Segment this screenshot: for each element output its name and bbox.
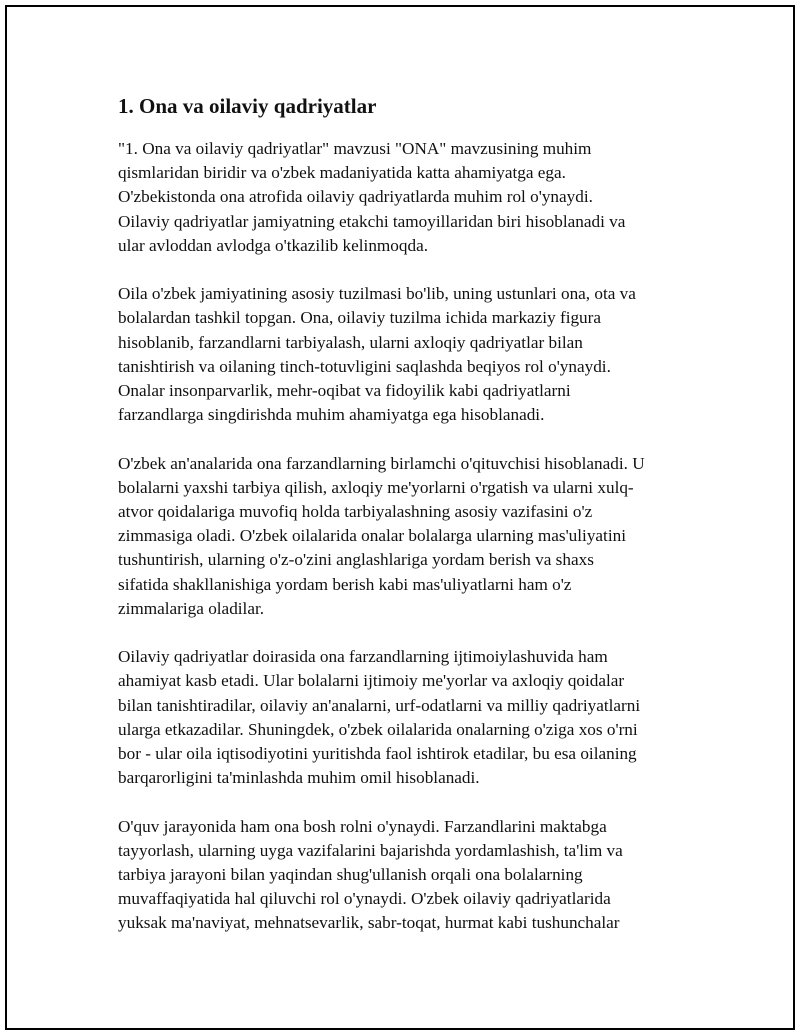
paragraph-line: ular avloddan avlodga o'tkazilib kelinmoqda. (118, 235, 428, 255)
paragraph-line: hisoblanib, farzandlarni tarbiyalash, ularni axloqiy qadriyatlar bilan (118, 332, 583, 352)
paragraph-line: zimmasiga oladi. O'zbek oilalarida onalar bolalarga ularning mas'uliyatini (118, 526, 626, 546)
paragraph-line: tarbiya jarayoni bilan yaqindan shug'ullanish orqali ona bolalarning (118, 865, 583, 885)
paragraph-line: "1. Ona va oilaviy qadriyatlar" mavzusi "ONA" mavzusining muhim (118, 139, 592, 158)
paragraph-list (118, 137, 683, 936)
paragraph-line: bilan tanishtiradilar, oilaviy an'analarni, urf-odatlarni va milliy qadriyatlarni (118, 695, 641, 715)
paragraph-line: yuksak ma'naviyat, mehnatsevarlik, sabr-toqat, hurmat kabi tushunchalar (118, 913, 620, 933)
paragraph-line: O'zbekistonda ona atrofida oilaviy qadriyatlarda muhim rol o'ynaydi. (118, 187, 593, 207)
paragraph-line: Oila o'zbek jamiyatining asosiy tuzilmasi bo'lib, uning ustunlari ona, ota va (118, 284, 636, 304)
paragraph-line: tayyorlash, ularning uyga vazifalarini bajarishda yordamlashish, ta'lim va (118, 840, 623, 860)
paragraph-line: Onalar insonparvarlik, mehr-oqibat va fidoyilik kabi qadriyatlarni (118, 381, 571, 401)
paragraph-line: bor - ular oila iqtisodiyotini yuritishda faol ishtirok etadilar, bu esa oilaning (118, 744, 637, 764)
paragraph-line: tushuntirish, ularning o'z-o'zini anglashlariga yordam berish va shaxs (118, 550, 594, 570)
paragraph-line: Oilaviy qadriyatlar doirasida ona farzandlarning ijtimoiylashuvida ham (118, 647, 608, 667)
paragraph-line: bolalarni yaxshi tarbiya qilish, axloqiy me'yorlarni o'rgatish va ularni xulq- (118, 477, 634, 497)
paragraph-line: qismlaridan biridir va o'zbek madaniyatida katta ahamiyatga ega. (118, 163, 566, 183)
paragraph-line: zimmalariga oladilar. (118, 598, 265, 618)
paragraph (118, 645, 683, 790)
paragraph-line: ahamiyat kasb etadi. Ular bolalarni ijtimoiy me'yorlar va axloqiy qoidalar (118, 671, 625, 691)
paragraph-line: farzandlarga singdirishda muhim ahamiyatga ega hisoblanadi. (118, 405, 545, 425)
paragraph-line: barqarorligini ta'minlashda muhim omil hisoblanadi. (118, 768, 480, 788)
document-title: 1. Ona va oilaviy qadriyatlar (118, 94, 377, 118)
paragraph-line: O'quv jarayonida ham ona bosh rolni o'ynaydi. Farzandlarini maktabga (118, 816, 607, 836)
paragraph (118, 137, 683, 258)
paragraph-line: tanishtirish va oilaning tinch-totuvligini saqlashda beqiyos rol o'ynaydi. (118, 356, 611, 376)
paragraph-line: Oilaviy qadriyatlar jamiyatning etakchi tamoyillaridan biri hisoblanadi va (118, 211, 626, 231)
paragraph-line: atvor qoidalariga muvofiq holda tarbiyalashning asosiy vazifasini o'z (118, 502, 593, 522)
paragraph-line: sifatida shakllanishiga yordam berish kabi mas'uliyatlarni ham o'z (118, 574, 572, 594)
document-body (118, 92, 683, 960)
paragraph-line: bolalardan tashkil topgan. Ona, oilaviy tuzilma ichida markaziy figura (118, 308, 602, 328)
paragraph-line: ularga etkazadilar. Shuningdek, o'zbek oilalarida onalarning o'ziga xos o'rni (118, 719, 638, 739)
paragraph (118, 452, 683, 621)
paragraph (118, 282, 683, 427)
paragraph-line: muvaffaqiyatida hal qiluvchi rol o'ynaydi. O'zbek oilaviy qadriyatlarida (118, 889, 611, 909)
paragraph-line: O'zbek an'analarida ona farzandlarning birlamchi o'qituvchisi hisoblanadi. U (118, 453, 645, 473)
paragraph (118, 815, 683, 936)
